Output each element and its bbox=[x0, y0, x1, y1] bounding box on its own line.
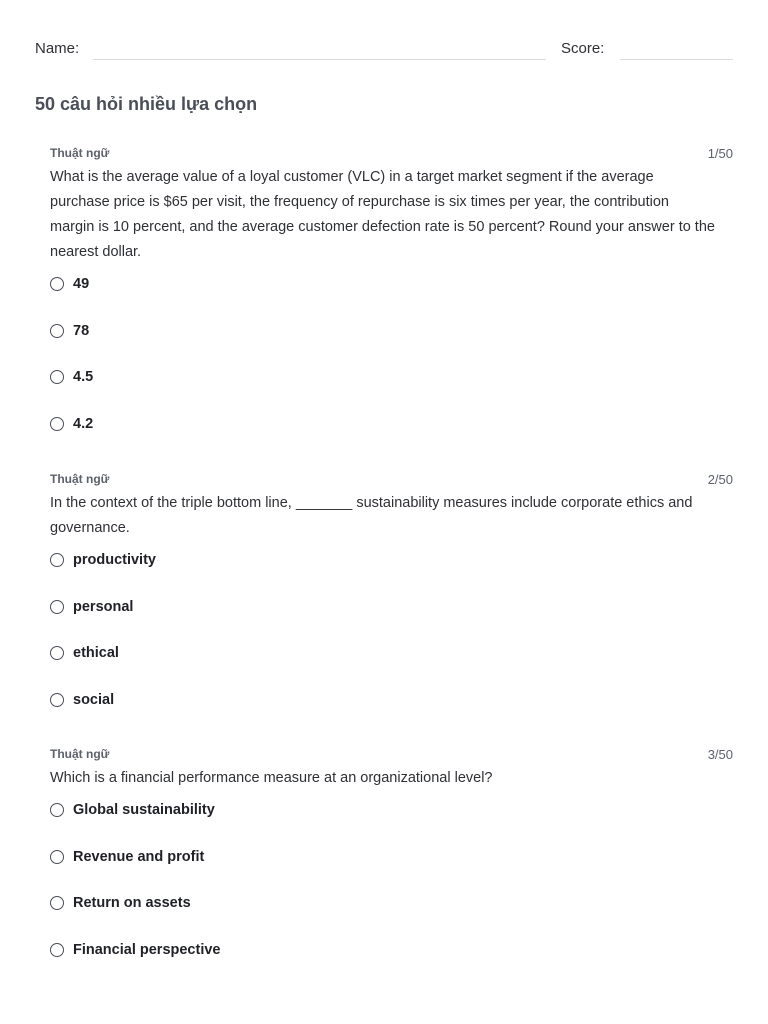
answer-label: ethical bbox=[73, 645, 119, 662]
radio-button-icon[interactable] bbox=[50, 896, 64, 910]
answer-options bbox=[50, 552, 733, 738]
answer-option[interactable] bbox=[50, 416, 733, 463]
term-label: Thuật ngữ bbox=[50, 472, 110, 486]
answer-option[interactable] bbox=[50, 942, 733, 989]
answer-label: personal bbox=[73, 598, 134, 615]
answer-label: productivity bbox=[73, 552, 156, 568]
answer-option[interactable] bbox=[50, 692, 733, 739]
radio-button-icon[interactable] bbox=[50, 646, 64, 660]
term-label: Thuật ngữ bbox=[50, 146, 110, 160]
answer-label: 4.2 bbox=[73, 415, 94, 432]
answer-option[interactable] bbox=[50, 895, 733, 942]
radio-button-icon[interactable] bbox=[50, 553, 64, 567]
score-field[interactable] bbox=[620, 59, 733, 60]
question-card bbox=[50, 472, 733, 738]
answer-option[interactable] bbox=[50, 645, 733, 692]
question-text: What is the average value of a loyal customer (VLC) in a target market segment if the average purchase price is $65 per visit, the frequency of repurchase is six times per year, the contribution margin is 10 percent, and the average customer defection rate is 50 percent? Round your answer to the nearest dollar. bbox=[50, 169, 715, 260]
radio-button-icon[interactable] bbox=[50, 693, 64, 707]
page-title: 50 câu hỏi nhiều lựa chọn bbox=[35, 94, 258, 114]
answer-label: 49 bbox=[73, 276, 90, 292]
radio-button-icon[interactable] bbox=[50, 277, 64, 291]
radio-button-icon[interactable] bbox=[50, 600, 64, 614]
radio-button-icon[interactable] bbox=[50, 324, 64, 338]
answer-label: Global sustainability bbox=[73, 802, 215, 818]
answer-option[interactable] bbox=[50, 369, 733, 416]
question-text: In the context of the triple bottom line, _______ sustainability measures include corporate ethics and governance. bbox=[50, 495, 693, 536]
radio-button-icon[interactable] bbox=[50, 370, 64, 384]
name-label: Name: bbox=[35, 40, 80, 57]
question-card bbox=[50, 747, 733, 988]
answer-label: Revenue and profit bbox=[73, 848, 205, 865]
answer-option[interactable] bbox=[50, 802, 733, 849]
question-counter: 1/50 bbox=[707, 146, 733, 161]
question-counter: 3/50 bbox=[707, 747, 733, 762]
answer-option[interactable] bbox=[50, 276, 733, 323]
question-card bbox=[50, 146, 733, 462]
answer-label: 4.5 bbox=[73, 369, 94, 386]
answer-label: Return on assets bbox=[73, 895, 191, 912]
answer-option[interactable] bbox=[50, 552, 733, 599]
question-counter: 2/50 bbox=[707, 472, 733, 487]
radio-button-icon[interactable] bbox=[50, 850, 64, 864]
question-text: Which is a financial performance measure at an organizational level? bbox=[50, 770, 493, 786]
radio-button-icon[interactable] bbox=[50, 803, 64, 817]
name-field[interactable] bbox=[93, 59, 546, 60]
answer-label: 78 bbox=[73, 322, 90, 339]
header bbox=[35, 38, 733, 62]
answer-options bbox=[50, 802, 733, 988]
radio-button-icon[interactable] bbox=[50, 417, 64, 431]
answer-options bbox=[50, 276, 733, 462]
answer-label: social bbox=[73, 691, 115, 708]
score-label: Score: bbox=[561, 40, 605, 57]
answer-label: Financial perspective bbox=[73, 941, 221, 958]
answer-option[interactable] bbox=[50, 849, 733, 896]
answer-option[interactable] bbox=[50, 323, 733, 370]
radio-button-icon[interactable] bbox=[50, 943, 64, 957]
term-label: Thuật ngữ bbox=[50, 747, 110, 761]
answer-option[interactable] bbox=[50, 599, 733, 646]
